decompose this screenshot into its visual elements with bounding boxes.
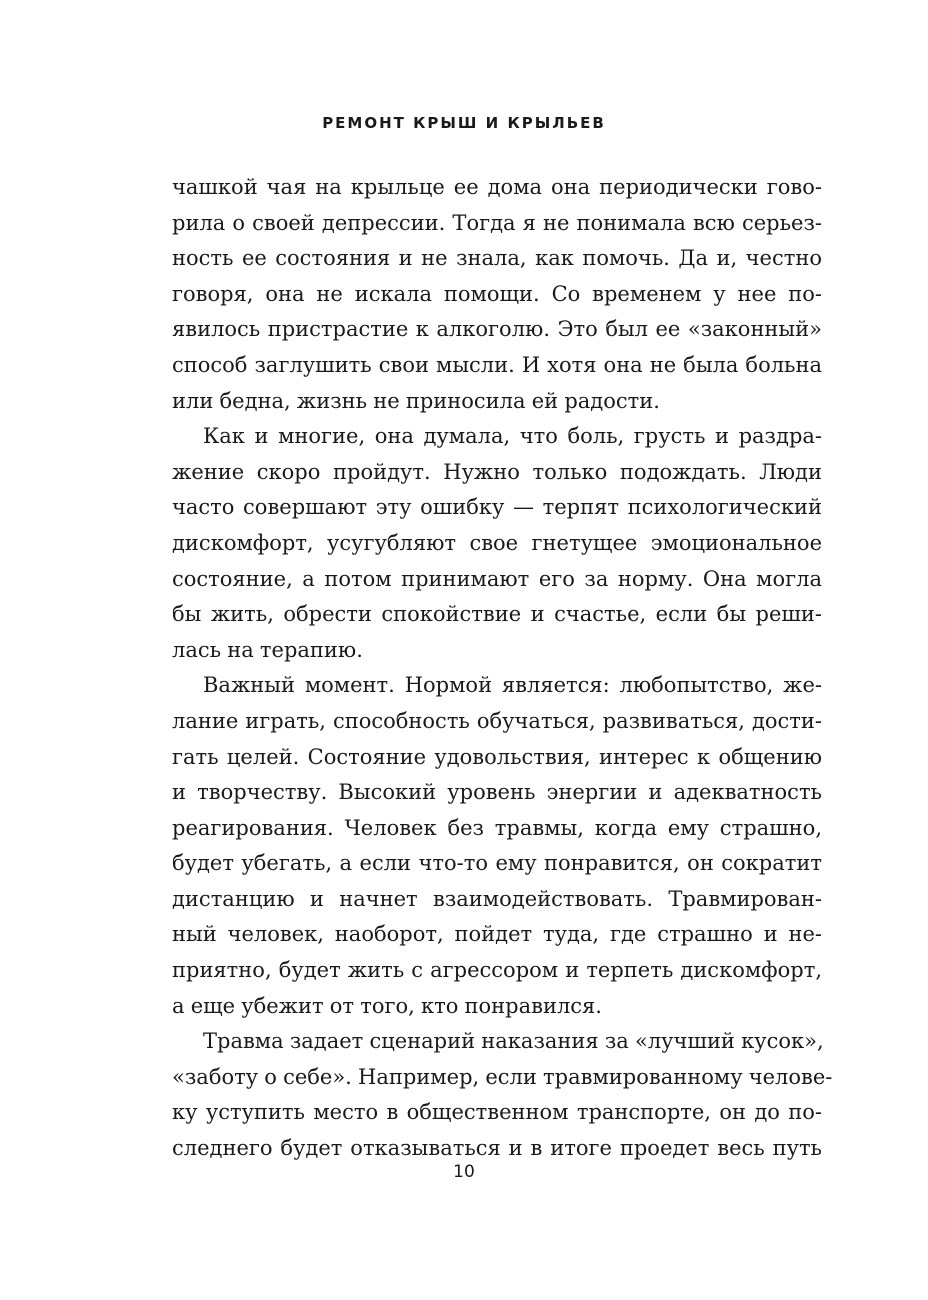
- text-line: говоря, она не искала помощи. Со временем у нее по-: [172, 281, 822, 306]
- text-line: и творчеству. Высокий уровень энергии и адекватность: [172, 780, 822, 805]
- text-line: или бедна, жизнь не приносила ей радости.: [172, 388, 660, 413]
- text-line: чашкой чая на крыльце ее дома она периодически гово-: [172, 175, 822, 199]
- text-line: жение скоро пройдут. Нужно только подождать. Люди: [172, 459, 822, 484]
- text-line: Травма задает сценарий наказания за «лучший кусок»,: [203, 1029, 824, 1054]
- text-line: ку уступить место в общественном транспорте, он до по-: [172, 1100, 822, 1125]
- text-line: лась на терапию.: [172, 637, 363, 662]
- text-line: «заботу о себе». Например, если травмированному челове-: [172, 1064, 833, 1089]
- text-line: приятно, будет жить с агрессором и терпеть дискомфорт,: [172, 958, 822, 983]
- page-number: 10: [453, 1162, 475, 1182]
- paragraph-1: [172, 170, 822, 419]
- paragraph-2: [172, 419, 822, 668]
- text-line: рила о своей депрессии. Тогда я не понимала всю серьез-: [172, 210, 822, 235]
- body-text: [172, 170, 833, 1167]
- text-line: гать целей. Состояние удовольствия, интерес к общению: [172, 744, 822, 769]
- text-line: явилось пристрастие к алкоголю. Это был ее «законный»: [172, 317, 822, 342]
- text-line: ный человек, наоборот, пойдет туда, где страшно и не-: [172, 922, 822, 947]
- text-line: реагирования. Человек без травмы, когда ему страшно,: [172, 815, 822, 840]
- text-line: Как и многие, она думала, что боль, грусть и раздра-: [203, 424, 822, 449]
- paragraph-4: [172, 1024, 833, 1166]
- running-head-title: РЕМОНТ КРЫШ И КРЫЛЬЕВ: [322, 114, 606, 132]
- text-line: Важный момент. Нормой является: любопытство, же-: [203, 673, 822, 698]
- text-line: способ заглушить свои мысли. И хотя она не была больна: [172, 352, 822, 377]
- text-line: бы жить, обрести спокойствие и счастье, если бы реши-: [172, 602, 822, 627]
- text-line: часто совершают эту ошибку — терпят психологический: [172, 495, 822, 520]
- paragraph-3: [172, 668, 822, 1024]
- text-line: дистанцию и начнет взаимодействовать. Травмирован-: [172, 886, 822, 911]
- text-line: состояние, а потом принимают его за норму. Она могла: [172, 566, 822, 591]
- text-line: лание играть, способность обучаться, развиваться, дости-: [172, 708, 822, 733]
- text-line: а еще убежит от того, кто понравился.: [172, 993, 602, 1018]
- text-line: дискомфорт, усугубляют свое гнетущее эмоциональное: [172, 530, 822, 555]
- text-line: следнего будет отказываться и в итоге проедет весь путь: [172, 1136, 822, 1161]
- text-line: будет убегать, а если что-то ему понравится, он сократит: [172, 851, 822, 876]
- text-line: ность ее состояния и не знала, как помочь. Да и, честно: [172, 246, 822, 271]
